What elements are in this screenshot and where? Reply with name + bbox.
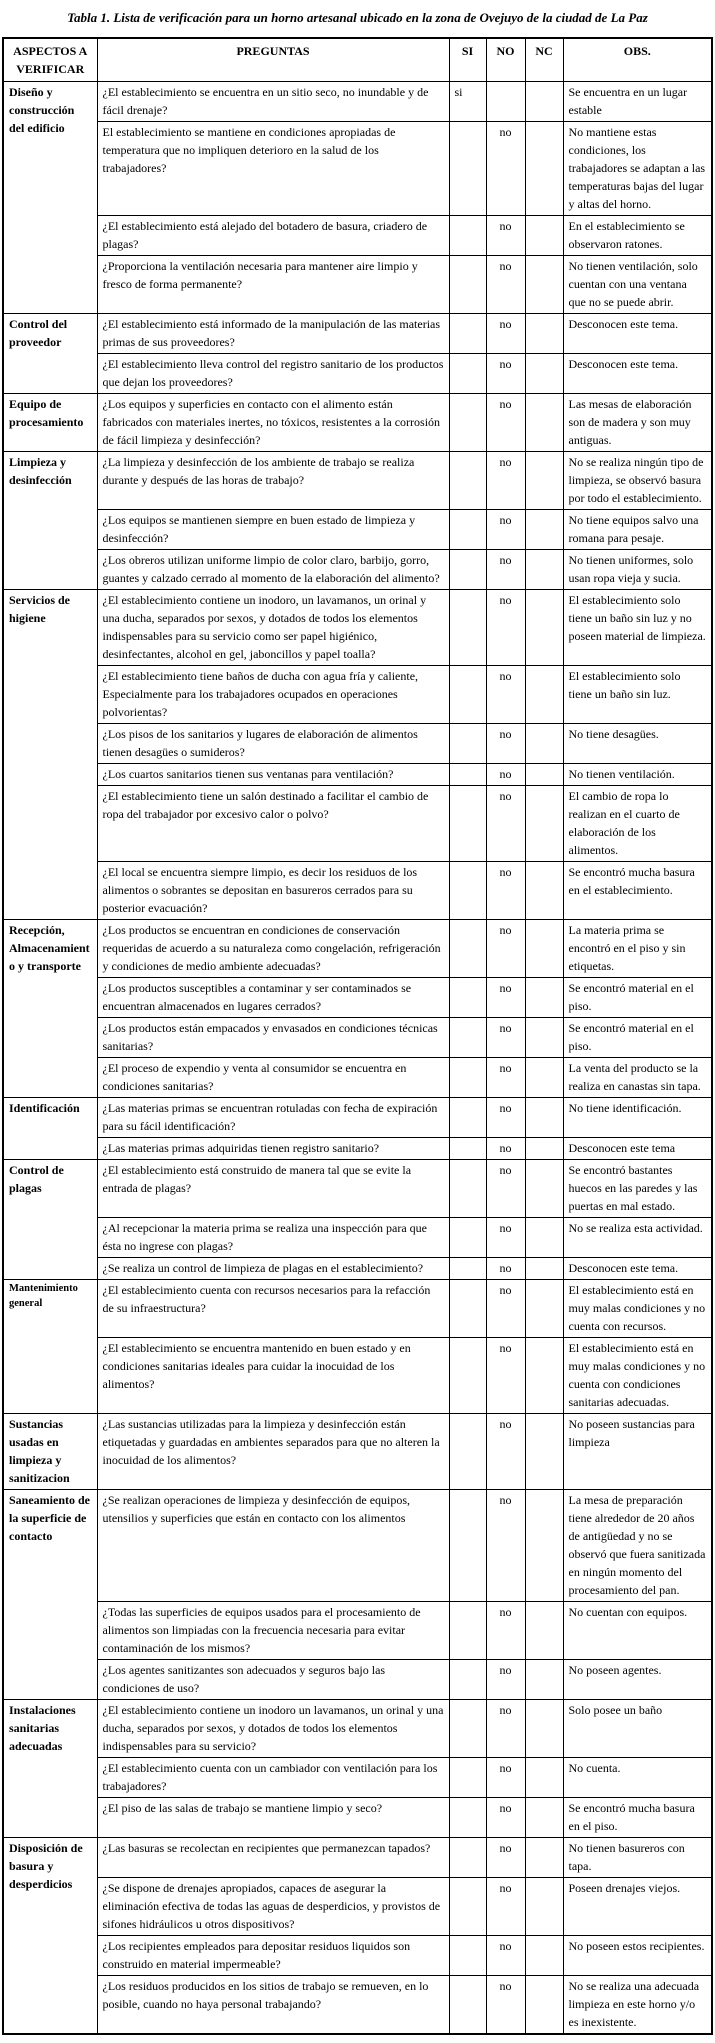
obs-cell: Se encontró mucha basura en el piso. [563, 1797, 712, 1837]
no-cell: no [486, 1097, 525, 1137]
no-cell: no [486, 121, 525, 215]
obs-cell: Se encontró mucha basura en el establecimiento. [563, 861, 712, 919]
question-cell: ¿Se realizan operaciones de limpieza y desinfección de equipos, utensilios y superficies que están en contacto con los alimentos [97, 1489, 449, 1601]
aspect-cell: Saneamiento de la superficie de contacto [3, 1489, 97, 1699]
si-cell [449, 1057, 486, 1097]
si-cell [449, 393, 486, 451]
aspect-cell: Recepción, Almacenamiento y transporte [3, 919, 97, 1097]
question-cell: ¿Los pisos de los sanitarios y lugares de elaboración de alimentos tienen desagües o sumideros? [97, 723, 449, 763]
obs-cell: No tienen ventilación, solo cuentan con una ventana que no se puede abrir. [563, 255, 712, 313]
question-cell: ¿El establecimiento lleva control del registro sanitario de los productos que dejan los proveedores? [97, 353, 449, 393]
no-cell: no [486, 1757, 525, 1797]
checklist-body [3, 81, 712, 2034]
table-row [3, 393, 712, 451]
si-cell [449, 121, 486, 215]
table-row [3, 1659, 712, 1699]
question-cell: ¿La limpieza y desinfección de los ambiente de trabajo se realiza durante y después de las horas de trabajo? [97, 451, 449, 509]
nc-cell [525, 393, 563, 451]
nc-cell [525, 81, 563, 121]
nc-cell [525, 723, 563, 763]
obs-cell: La materia prima se encontró en el piso y sin etiquetas. [563, 919, 712, 977]
obs-cell: En el establecimiento se observaron ratones. [563, 215, 712, 255]
question-cell: ¿Los agentes sanitizantes son adecuados y seguros bajo las condiciones de uso? [97, 1659, 449, 1699]
nc-cell [525, 1489, 563, 1601]
si-cell [449, 1279, 486, 1337]
obs-cell: Solo posee un baño [563, 1699, 712, 1757]
no-cell: no [486, 313, 525, 353]
si-cell [449, 1975, 486, 2034]
si-cell [449, 763, 486, 785]
table-row [3, 1337, 712, 1413]
obs-cell: No tiene identificación. [563, 1097, 712, 1137]
nc-cell [525, 1137, 563, 1159]
no-cell: no [486, 1257, 525, 1279]
table-row [3, 1975, 712, 2034]
si-cell [449, 723, 486, 763]
table-row [3, 1413, 712, 1489]
nc-cell [525, 665, 563, 723]
question-cell: ¿El establecimiento contiene un inodoro, un lavamanos, un orinal y una ducha, separados por sexos, y dotados de todos los elementos indispensables para su servicio como ser papel higiénico, desinfectantes, alcohol en gel, jaboncillos y papel toalla? [97, 589, 449, 665]
no-cell: no [486, 1337, 525, 1413]
obs-cell: No tienen ventilación. [563, 763, 712, 785]
si-cell [449, 215, 486, 255]
obs-cell: Se encontró material en el piso. [563, 977, 712, 1017]
table-header [3, 38, 712, 82]
nc-cell [525, 763, 563, 785]
question-cell: ¿Las materias primas se encuentran rotuladas con fecha de expiración para su fácil identificación? [97, 1097, 449, 1137]
nc-cell [525, 509, 563, 549]
obs-cell: El cambio de ropa lo realizan en el cuarto de elaboración de los alimentos. [563, 785, 712, 861]
obs-cell: El establecimiento está en muy malas condiciones y no cuenta con recursos. [563, 1279, 712, 1337]
si-cell [449, 1489, 486, 1601]
nc-cell [525, 451, 563, 509]
table-row [3, 785, 712, 861]
nc-cell [525, 121, 563, 215]
question-cell: ¿Los productos se encuentran en condiciones de conservación requeridas de acuerdo a su naturaleza como congelación, refrigeración y condiciones de medio ambiente adecuadas? [97, 919, 449, 977]
no-cell: no [486, 665, 525, 723]
table-row [3, 1097, 712, 1137]
no-cell: no [486, 1413, 525, 1489]
si-cell [449, 1797, 486, 1837]
si-cell [449, 1137, 486, 1159]
obs-cell: No se realiza esta actividad. [563, 1217, 712, 1257]
table-row [3, 763, 712, 785]
nc-cell [525, 977, 563, 1017]
obs-cell: Se encuentra en un lugar estable [563, 81, 712, 121]
aspect-cell: Identificación [3, 1097, 97, 1159]
no-cell: no [486, 1137, 525, 1159]
nc-cell [525, 1935, 563, 1975]
question-cell: ¿Los obreros utilizan uniforme limpio de color claro, barbijo, gorro, guantes y calzado cerrado al momento de la elaboración del alimento? [97, 549, 449, 589]
table-row [3, 1217, 712, 1257]
nc-cell [525, 1797, 563, 1837]
obs-cell: El establecimiento está en muy malas condiciones y no cuenta con condiciones sanitarias adecuadas. [563, 1337, 712, 1413]
obs-cell: Desconocen este tema [563, 1137, 712, 1159]
table-row [3, 121, 712, 215]
question-cell: ¿El establecimiento está informado de la manipulación de las materias primas de sus proveedores? [97, 313, 449, 353]
table-row [3, 255, 712, 313]
obs-cell: Desconocen este tema. [563, 353, 712, 393]
si-cell [449, 665, 486, 723]
obs-cell: No tiene equipos salvo una romana para pesaje. [563, 509, 712, 549]
nc-cell [525, 1097, 563, 1137]
no-cell: no [486, 723, 525, 763]
table-row [3, 1757, 712, 1797]
nc-cell [525, 1877, 563, 1935]
table-row [3, 589, 712, 665]
header-cell-si: SI [449, 38, 486, 82]
obs-cell: Las mesas de elaboración son de madera y son muy antiguas. [563, 393, 712, 451]
si-cell [449, 1757, 486, 1797]
no-cell: no [486, 861, 525, 919]
table-row [3, 1257, 712, 1279]
no-cell: no [486, 1601, 525, 1659]
nc-cell [525, 255, 563, 313]
question-cell: ¿El establecimiento está construido de manera tal que se evite la entrada de plagas? [97, 1159, 449, 1217]
obs-cell: Poseen drenajes viejos. [563, 1877, 712, 1935]
si-cell [449, 313, 486, 353]
table-row [3, 1057, 712, 1097]
question-cell: ¿Se realiza un control de limpieza de plagas en el establecimiento? [97, 1257, 449, 1279]
nc-cell [525, 1837, 563, 1877]
checklist-table [2, 37, 713, 2035]
no-cell: no [486, 549, 525, 589]
no-cell: no [486, 763, 525, 785]
no-cell: no [486, 353, 525, 393]
question-cell: ¿Las materias primas adquiridas tienen registro sanitario? [97, 1137, 449, 1159]
question-cell: ¿Los equipos se mantienen siempre en buen estado de limpieza y desinfección? [97, 509, 449, 549]
nc-cell [525, 1975, 563, 2034]
question-cell: ¿Todas las superficies de equipos usados para el procesamiento de alimentos son limpiadas con la frecuencia necesaria para evitar contaminación de los mismos? [97, 1601, 449, 1659]
si-cell [449, 1337, 486, 1413]
header-row [3, 38, 712, 82]
no-cell: no [486, 977, 525, 1017]
si-cell [449, 1837, 486, 1877]
nc-cell [525, 1699, 563, 1757]
no-cell: no [486, 1159, 525, 1217]
no-cell: no [486, 1057, 525, 1097]
si-cell [449, 1097, 486, 1137]
table-row [3, 81, 712, 121]
table-row [3, 1877, 712, 1935]
no-cell: no [486, 1975, 525, 2034]
no-cell: no [486, 1877, 525, 1935]
obs-cell: No poseen agentes. [563, 1659, 712, 1699]
no-cell: no [486, 1279, 525, 1337]
question-cell: ¿Se dispone de drenajes apropiados, capaces de asegurar la eliminación efectiva de todas las aguas de desperdicios, y provistos de sifones hidráulicos u otros dispositivos? [97, 1877, 449, 1935]
aspect-cell: Control de plagas [3, 1159, 97, 1279]
no-cell: no [486, 393, 525, 451]
no-cell: no [486, 1659, 525, 1699]
no-cell: no [486, 1489, 525, 1601]
question-cell: ¿El establecimiento tiene baños de ducha con agua fría y caliente, Especialmente para los trabajadores ocupados en operaciones polvorientas? [97, 665, 449, 723]
si-cell [449, 353, 486, 393]
nc-cell [525, 1279, 563, 1337]
question-cell: ¿Los recipientes empleados para depositar residuos liquidos son construido en material impermeable? [97, 1935, 449, 1975]
si-cell [449, 1413, 486, 1489]
table-row [3, 1837, 712, 1877]
nc-cell [525, 589, 563, 665]
obs-cell: No se realiza ningún tipo de limpieza, se observó basura por todo el establecimiento. [563, 451, 712, 509]
si-cell [449, 1159, 486, 1217]
aspect-cell: Mantenimiento general [3, 1279, 97, 1413]
obs-cell: No tiene desagües. [563, 723, 712, 763]
nc-cell [525, 353, 563, 393]
no-cell: no [486, 451, 525, 509]
question-cell: ¿Los residuos producidos en los sitios de trabajo se remueven, en lo posible, cuando no haya personal trabajando? [97, 1975, 449, 2034]
si-cell [449, 1601, 486, 1659]
nc-cell [525, 1413, 563, 1489]
question-cell: ¿Proporciona la ventilación necesaria para mantener aire limpio y fresco de forma permanente? [97, 255, 449, 313]
nc-cell [525, 1159, 563, 1217]
obs-cell: No cuenta. [563, 1757, 712, 1797]
no-cell: no [486, 919, 525, 977]
obs-cell: Desconocen este tema. [563, 313, 712, 353]
question-cell: ¿El establecimiento se encuentra mantenido en buen estado y en condiciones sanitarias ideales para cuidar la inocuidad de los alimentos? [97, 1337, 449, 1413]
nc-cell [525, 1659, 563, 1699]
nc-cell [525, 1601, 563, 1659]
no-cell: no [486, 1017, 525, 1057]
question-cell: ¿Las sustancias utilizadas para la limpieza y desinfección están etiquetadas y guardadas en ambientes separados para que no alteren la inocuidad de los alimentos? [97, 1413, 449, 1489]
nc-cell [525, 1337, 563, 1413]
aspect-cell: Instalaciones sanitarias adecuadas [3, 1699, 97, 1837]
obs-cell: Se encontró bastantes huecos en las paredes y las puertas en mal estado. [563, 1159, 712, 1217]
obs-cell: La mesa de preparación tiene alrededor de 20 años de antigüedad y no se observó que fuera sanitizada en ningún momento del procesamiento del pan. [563, 1489, 712, 1601]
question-cell: ¿El establecimiento cuenta con un cambiador con ventilación para los trabajadores? [97, 1757, 449, 1797]
no-cell: no [486, 1699, 525, 1757]
obs-cell: No cuentan con equipos. [563, 1601, 712, 1659]
obs-cell: La venta del producto se la realiza en canastas sin tapa. [563, 1057, 712, 1097]
table-row [3, 313, 712, 353]
no-cell: no [486, 255, 525, 313]
table-row [3, 451, 712, 509]
si-cell [449, 1659, 486, 1699]
nc-cell [525, 919, 563, 977]
table-row [3, 1137, 712, 1159]
obs-cell: No tienen uniformes, solo usan ropa vieja y sucia. [563, 549, 712, 589]
si-cell [449, 509, 486, 549]
no-cell: no [486, 589, 525, 665]
nc-cell [525, 785, 563, 861]
obs-cell: No poseen sustancias para limpieza [563, 1413, 712, 1489]
question-cell: ¿Las basuras se recolectan en recipientes que permanezcan tapados? [97, 1837, 449, 1877]
nc-cell [525, 549, 563, 589]
no-cell: no [486, 1797, 525, 1837]
no-cell: no [486, 785, 525, 861]
si-cell [449, 861, 486, 919]
question-cell: ¿El piso de las salas de trabajo se mantiene limpio y seco? [97, 1797, 449, 1837]
aspect-cell: Diseño y construcción del edificio [3, 81, 97, 313]
obs-cell: No tienen basureros con tapa. [563, 1837, 712, 1877]
obs-cell: No se realiza una adecuada limpieza en este horno y/o es inexistente. [563, 1975, 712, 2034]
question-cell: ¿El establecimiento tiene un salón destinado a facilitar el cambio de ropa del trabajador por excesivo calor o polvo? [97, 785, 449, 861]
table-row [3, 1797, 712, 1837]
no-cell: no [486, 215, 525, 255]
no-cell: no [486, 1837, 525, 1877]
obs-cell: El establecimiento solo tiene un baño sin luz y no poseen material de limpieza. [563, 589, 712, 665]
question-cell: ¿El establecimiento contiene un inodoro un lavamanos, un orinal y una ducha, separados por sexos, y dotados de todos los elementos indispensables para su servicio? [97, 1699, 449, 1757]
page-title: Tabla 1. Lista de verificación para un horno artesanal ubicado en la zona de Ovejuyo de la ciudad de La Paz [67, 10, 648, 25]
aspect-cell: Control del proveedor [3, 313, 97, 393]
si-cell [449, 785, 486, 861]
no-cell: no [486, 1935, 525, 1975]
question-cell: El establecimiento se mantiene en condiciones apropiadas de temperatura que no impliquen deterioro en la salud de los trabajadores? [97, 121, 449, 215]
question-cell: ¿Al recepcionar la materia prima se realiza una inspección para que ésta no ingrese con plagas? [97, 1217, 449, 1257]
si-cell [449, 1935, 486, 1975]
table-row [3, 861, 712, 919]
nc-cell [525, 1257, 563, 1279]
si-cell [449, 1217, 486, 1257]
table-row [3, 1699, 712, 1757]
question-cell: ¿El proceso de expendio y venta al consumidor se encuentra en condiciones sanitarias? [97, 1057, 449, 1097]
aspect-cell: Servicios de higiene [3, 589, 97, 919]
question-cell: ¿El establecimiento está alejado del botadero de basura, criadero de plagas? [97, 215, 449, 255]
header-cell-question: PREGUNTAS [97, 38, 449, 82]
table-row [3, 1489, 712, 1601]
table-row [3, 1601, 712, 1659]
table-row [3, 1159, 712, 1217]
si-cell [449, 1699, 486, 1757]
nc-cell [525, 1217, 563, 1257]
question-cell: ¿El establecimiento cuenta con recursos necesarios para la refacción de su infraestructura? [97, 1279, 449, 1337]
table-row [3, 1279, 712, 1337]
si-cell [449, 1017, 486, 1057]
aspect-cell: Limpieza y desinfección [3, 451, 97, 589]
si-cell [449, 919, 486, 977]
si-cell [449, 255, 486, 313]
nc-cell [525, 1057, 563, 1097]
header-cell-obs: OBS. [563, 38, 712, 82]
header-cell-nc: NC [525, 38, 563, 82]
nc-cell [525, 861, 563, 919]
table-row [3, 665, 712, 723]
nc-cell [525, 1017, 563, 1057]
table-row [3, 723, 712, 763]
table-row [3, 215, 712, 255]
header-cell-aspect: ASPECTOS A VERIFICAR [3, 38, 97, 82]
aspect-cell: Sustancias usadas en limpieza y sanitizacion [3, 1413, 97, 1489]
no-cell [486, 81, 525, 121]
question-cell: ¿Los productos están empacados y envasados en condiciones técnicas sanitarias? [97, 1017, 449, 1057]
nc-cell [525, 215, 563, 255]
si-cell [449, 549, 486, 589]
question-cell: ¿El establecimiento se encuentra en un sitio seco, no inundable y de fácil drenaje? [97, 81, 449, 121]
obs-cell: No mantiene estas condiciones, los trabajadores se adaptan a las temperaturas bajas del lugar y altas del horno. [563, 121, 712, 215]
no-cell: no [486, 509, 525, 549]
question-cell: ¿Los equipos y superficies en contacto con el alimento están fabricados con materiales inertes, no tóxicos, resistentes a la corrosión de fácil limpieza y desinfección? [97, 393, 449, 451]
table-row [3, 1935, 712, 1975]
nc-cell [525, 1757, 563, 1797]
obs-cell: Desconocen este tema. [563, 1257, 712, 1279]
table-row [3, 509, 712, 549]
obs-cell: Se encontró material en el piso. [563, 1017, 712, 1057]
si-cell [449, 451, 486, 509]
si-cell [449, 589, 486, 665]
table-row [3, 977, 712, 1017]
table-row [3, 1017, 712, 1057]
question-cell: ¿El local se encuentra siempre limpio, es decir los residuos de los alimentos o sobrantes se depositan en basureros cerrados para su posterior evacuación? [97, 861, 449, 919]
question-cell: ¿Los productos susceptibles a contaminar y ser contaminados se encuentran almacenados en lugares cerrados? [97, 977, 449, 1017]
no-cell: no [486, 1217, 525, 1257]
aspect-cell: Equipo de procesamiento [3, 393, 97, 451]
nc-cell [525, 313, 563, 353]
si-cell [449, 1257, 486, 1279]
si-cell [449, 977, 486, 1017]
table-row [3, 919, 712, 977]
question-cell: ¿Los cuartos sanitarios tienen sus ventanas para ventilación? [97, 763, 449, 785]
header-cell-no: NO [486, 38, 525, 82]
obs-cell: No poseen estos recipientes. [563, 1935, 712, 1975]
table-row [3, 549, 712, 589]
si-cell: si [449, 81, 486, 121]
table-row [3, 353, 712, 393]
aspect-cell: Disposición de basura y desperdicios [3, 1837, 97, 2034]
si-cell [449, 1877, 486, 1935]
obs-cell: El establecimiento solo tiene un baño sin luz. [563, 665, 712, 723]
